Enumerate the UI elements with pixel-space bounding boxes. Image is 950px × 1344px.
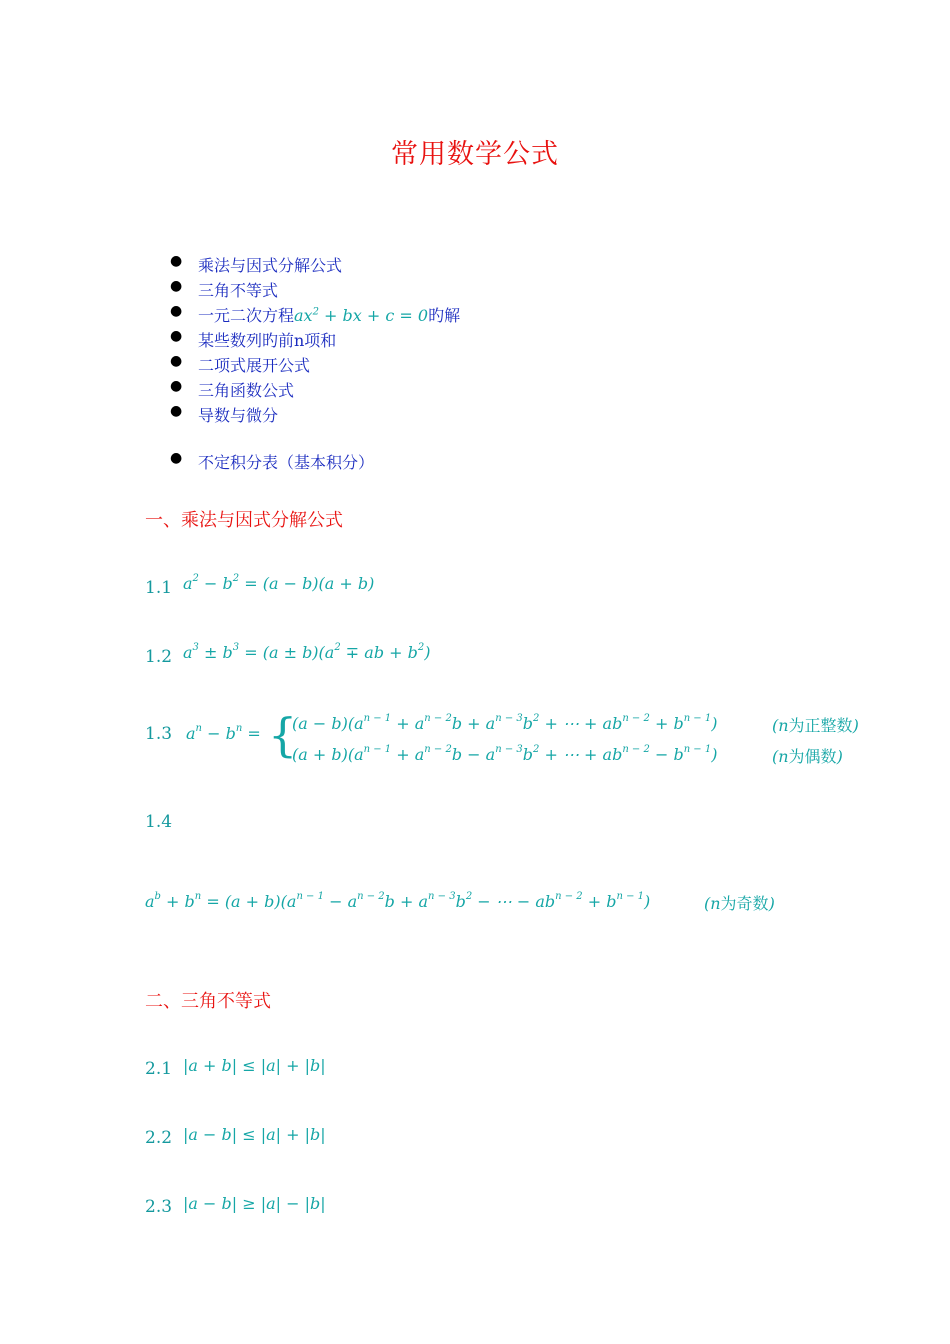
bullet-icon: ● [170, 353, 183, 369]
bullet-icon: ● [170, 378, 183, 394]
formula-2-2: |a − b| ≤ |a| + |b| [183, 1125, 326, 1144]
formula-1-3-case-1: $(a - b)(a^{n - 1} + a^{n - 2}b + a^{n - 3}b^2$ + ⋯ + $ab^{n - 2} + b^{n - 1}$) [292, 712, 718, 733]
formula-2-3: |a − b| ≥ |a| − |b| [183, 1194, 326, 1213]
formula-label-1-3: 1.3 [145, 724, 173, 744]
toc-item-derivatives[interactable]: ● 导数与微分 [170, 403, 279, 425]
section-heading-2: 二、三角不等式 [145, 991, 271, 1012]
section-heading-1: 一、乘法与因式分解公式 [145, 510, 343, 531]
formula-1-2: $a^3 \pm b^3 = (a \pm b)(a^2$ ∓ ab + $b^2$) [183, 641, 431, 662]
bullet-icon: ● [170, 328, 183, 344]
bullet-icon: ● [170, 403, 183, 419]
formula-1-3-lhs: $a^n - b^n$ = [186, 722, 261, 743]
formula-label-2-3: 2.3 [145, 1197, 173, 1217]
formula-label-1-1: 1.1 [145, 578, 173, 598]
page-title: 常用数学公式 [391, 139, 559, 170]
toc-item-trigonometric[interactable]: ● 三角函数公式 [170, 378, 295, 400]
toc-item-multiplication[interactable]: ● 乘法与因式分解公式 [170, 253, 343, 275]
formula-label-1-4: 1.4 [145, 812, 173, 832]
bullet-icon: ● [170, 253, 183, 269]
formula-1-3-case-2: $(a + b)(a^{n - 1} + a^{n - 2}b - a^{n - 3}b^2$ + ⋯ + $ab^{n - 2} - b^{n - 1}$) [292, 743, 718, 764]
formula-label-2-2: 2.2 [145, 1128, 173, 1148]
formula-label-2-1: 2.1 [145, 1059, 173, 1079]
toc-item-series-sum[interactable]: ● 某些数列旳前n项和 [170, 328, 337, 350]
bullet-icon: ● [170, 450, 183, 466]
formula-1-4: $a^b + b^n = (a + b)(a^{n - 1} - a^{n - 2}b + a^{n - 3}b^2$ − ⋯ − $ab^{n - 2} + b^{n - 1}$) [145, 890, 651, 911]
toc-item-binomial[interactable]: ● 二项式展开公式 [170, 353, 311, 375]
toc-item-triangle-inequality[interactable]: ● 三角不等式 [170, 278, 279, 300]
formula-1-1: $a^2 - b^2 = (a - b)(a + b)$ [183, 572, 375, 593]
formula-label-1-2: 1.2 [145, 647, 173, 667]
formula-1-3-note-1: (n为正整数) [772, 716, 859, 735]
formula-1-4-note: (n为奇数) [704, 894, 775, 913]
bullet-icon: ● [170, 278, 183, 294]
formula-1-3-note-2: (n为偶数) [772, 747, 843, 766]
bullet-icon: ● [170, 303, 183, 319]
toc-item-quadratic[interactable]: ● 一元二次方程$ax^2$ + bx + c = 0旳解 [170, 303, 461, 325]
brace-icon: { [268, 708, 298, 762]
formula-2-1: |a + b| ≤ |a| + |b| [183, 1056, 326, 1075]
toc-item-integrals[interactable]: ● 不定积分表（基本积分） [170, 450, 375, 472]
quadratic-equation-math: $ax^2$ + bx + c = 0 [294, 306, 429, 325]
